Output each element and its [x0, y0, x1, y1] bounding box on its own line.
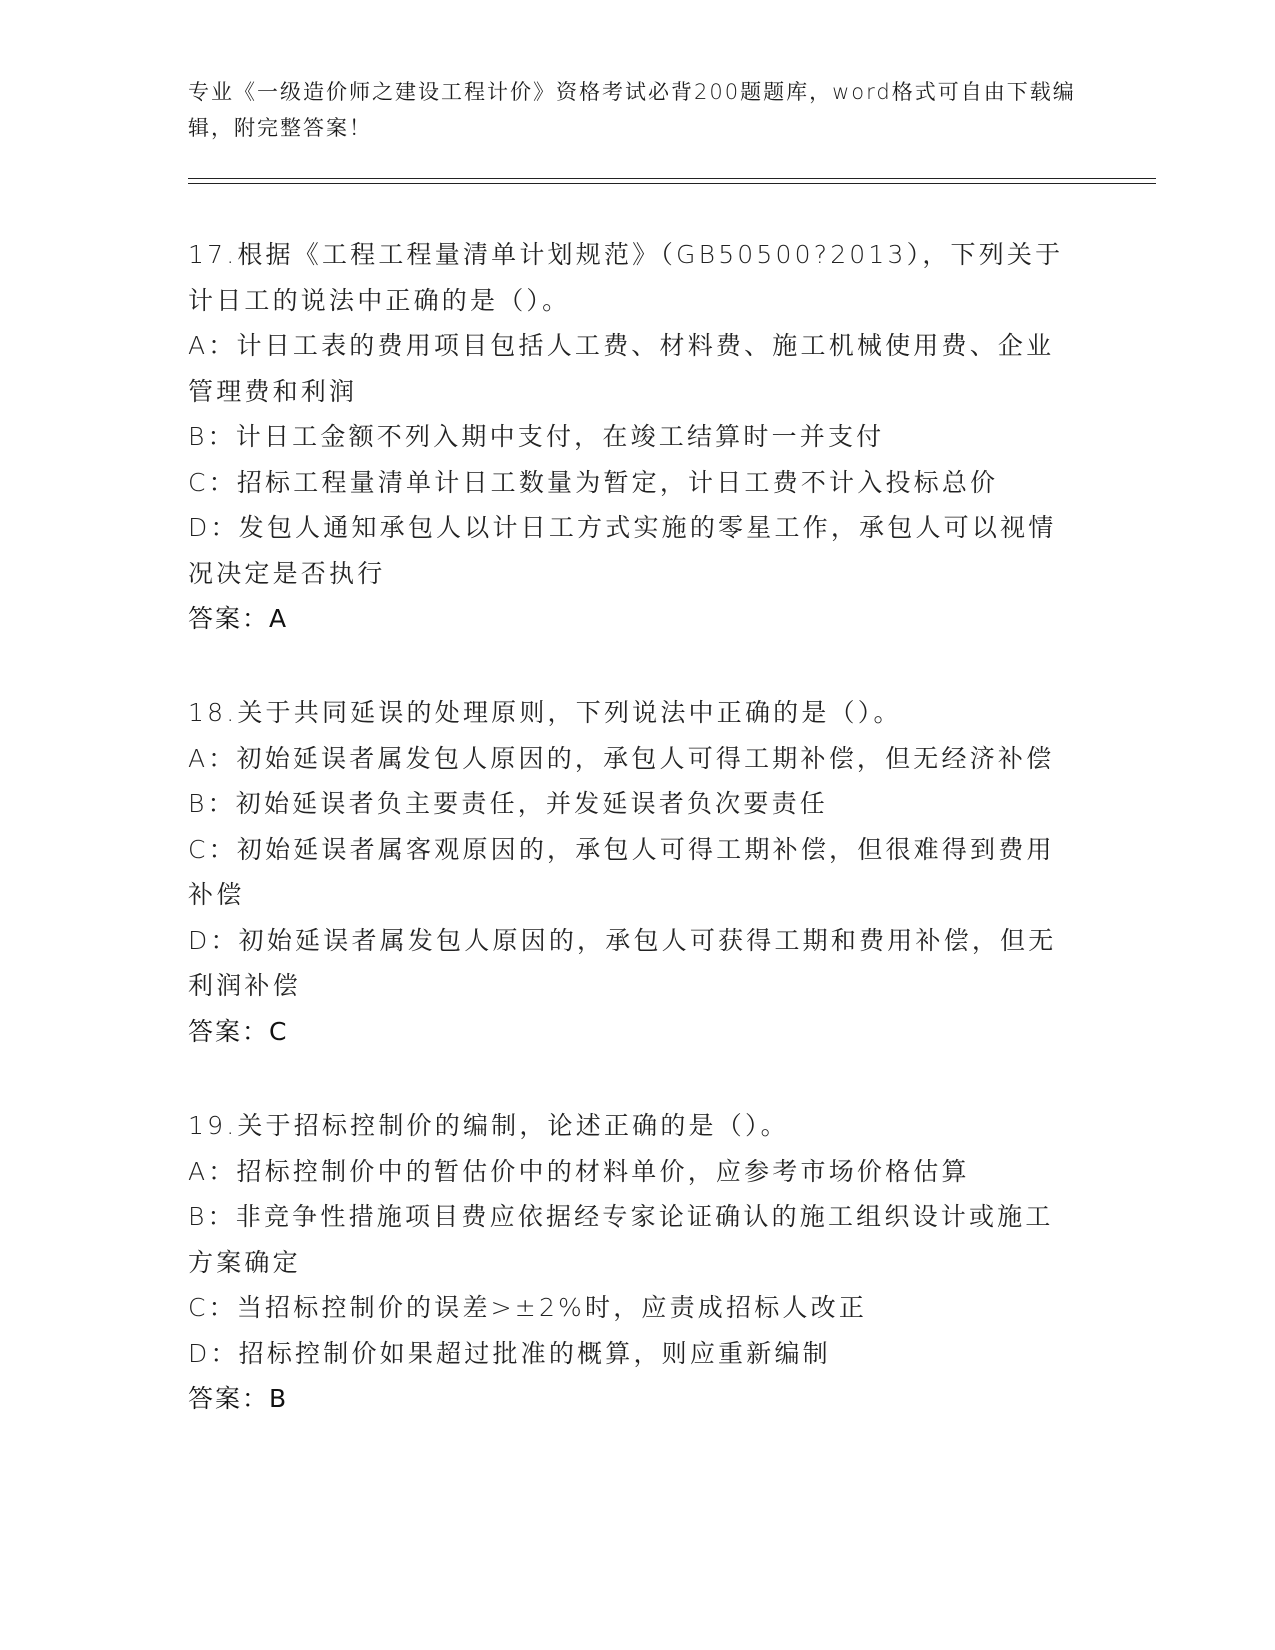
option-a: A：招标控制价中的暂估价中的材料单价，应参考市场价格估算 [188, 1156, 970, 1186]
option-b: B：非竞争性措施项目费应依据经专家论证确认的施工组织设计或施工方案确定 [188, 1202, 1054, 1277]
header-divider-bottom [188, 183, 1156, 184]
option-c: C：当招标控制价的误差>±2%时，应责成招标人改正 [188, 1293, 868, 1322]
option-d: D：初始延误者属发包人原因的，承包人可获得工期和费用补偿，但无利润补偿 [188, 925, 1057, 1000]
question-17 [188, 232, 1078, 642]
question-18 [188, 690, 1078, 1054]
question-stem: 17.根据《工程工程量清单计划规范》（GB50500?2013），下列关于计日工的说法中正确的是（）。 [188, 240, 1064, 315]
option-c: C：招标工程量清单计日工数量为暂定，计日工费不计入投标总价 [188, 467, 999, 497]
question-stem: 18.关于共同延误的处理原则，下列说法中正确的是（）。 [188, 698, 902, 727]
answer-label: 答案：C [188, 1016, 289, 1046]
option-b: B：初始延误者负主要责任，并发延误者负次要责任 [188, 789, 828, 818]
option-d: D：发包人通知承包人以计日工方式实施的零星工作，承包人可以视情况决定是否执行 [188, 513, 1057, 588]
option-d: D：招标控制价如果超过批准的概算，则应重新编制 [188, 1338, 831, 1368]
header-divider-top [188, 178, 1156, 179]
question-stem: 19.关于招标控制价的编制，论述正确的是（）。 [188, 1111, 789, 1140]
option-a: A：初始延误者属发包人原因的，承包人可得工期补偿，但无经济补偿 [188, 743, 1055, 773]
answer-label: 答案：B [188, 1384, 289, 1413]
question-19 [188, 1103, 1078, 1422]
answer-label: 答案：A [188, 604, 289, 633]
option-b: B：计日工金额不列入期中支付，在竣工结算时一并支付 [188, 422, 885, 451]
document-intro: 专业《一级造价师之建设工程计价》资格考试必背200题题库，word格式可自由下载编辑，附完整答案！ [188, 80, 1076, 140]
option-c: C：初始延误者属客观原因的，承包人可得工期补偿，但很难得到费用补偿 [188, 834, 1055, 909]
option-a: A：计日工表的费用项目包括人工费、材料费、施工机械使用费、企业管理费和利润 [188, 331, 1055, 406]
